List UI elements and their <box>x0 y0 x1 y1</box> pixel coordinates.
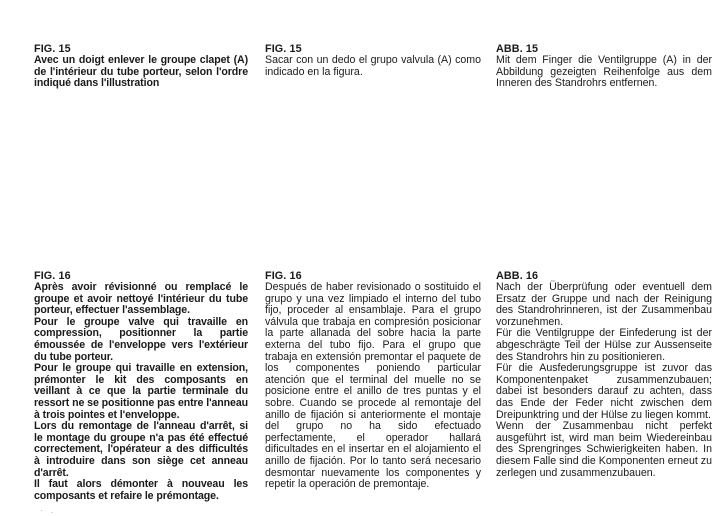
de-abb16-block <box>496 270 712 479</box>
de-abb15-heading: ABB. 15 <box>496 43 539 55</box>
de-abb16-paragraph-1: Nach der Überprüfung oder eventuell dem Ersatz der Gruppe und nach der Reinigung des Standrohrinneren, ist der Zusammenbau vorzunehmen. <box>496 281 712 328</box>
fr-fig16-paragraph-5: Il faut alors démonter à nouveau les composants et refaire le prémontage. <box>34 478 248 502</box>
fr-fig15-heading: FIG. 15 <box>34 43 71 55</box>
de-abb16-heading: ABB. 16 <box>496 270 539 282</box>
fr-fig16-paragraph-4: Lors du remontage de l'anneau d'arrêt, si le montage du groupe n'a pas été effectué correctement, l'opérateur a des difficultés à introduire dans son siège cet anneau d'arrêt. <box>34 420 248 479</box>
fr-fig16-paragraph-2: Pour le groupe valve qui travaille en compression, positionner la partie émoussée de l'enveloppe vers l'extérieur du tube porteur. <box>34 315 248 363</box>
es-fig16-text: Después de haber revisionado o sostituido el grupo y una vez limpiado el interno del tubo fijo, proceder al ensamblaje. Para el grupo válvula que trabaja en compresión posicionar la parte allanada del sobre hacia la parte externa del tubo fijo. Para el grupo que trabaja en extensión premontar el paquete de los componentes poniendo particular atención que el terminal del muelle no se posicione entre el anillo de tres puntas y el sobre. Cuando se procede al remontaje del anillo de fijación si anteriormente el montaje del grupo no ha sido efectuado perfectamente, el operador hallará dificultades en el insertar en el alojamiento el anillo de fijación. Por lo tanto será necesario desmontar nuevamente los componentes y repetir la operación de premontaje. <box>265 281 481 491</box>
de-abb15-block <box>496 43 712 90</box>
de-abb16-paragraph-2: Für die Ventilgruppe der Einfederung ist der abgeschrägte Teil der Hülse zur Aussenseite des Standrohrs hin zu positionieren. <box>496 327 712 363</box>
es-fig15-text: Sacar con un dedo el grupo valvula (A) como indicado en la figura. <box>265 54 481 78</box>
es-fig15-block <box>265 43 481 78</box>
fr-fig16-paragraph-3: Pour le groupe qui travaille en extension, prémonter le kit des composants en veillant à ce que la partie terminale du ressort ne se positionne pas entre l'anneau à trois pointes et l'enveloppe. <box>34 362 248 421</box>
scan-speck: · . <box>40 506 57 515</box>
de-abb16-paragraph-3: Für die Ausfederungsgruppe ist zuvor das Komponentenpaket zusammenzubauen; dabei ist besonders darauf zu achten, dass das Ende der Feder nicht zwischen dem Dreipunktring und der Hülse zu liegen kommt. <box>496 362 712 421</box>
fr-fig16-heading: FIG. 16 <box>34 270 71 282</box>
es-fig16-block <box>265 270 481 491</box>
fr-fig15-block <box>34 43 248 90</box>
es-fig16-heading: FIG. 16 <box>265 270 302 282</box>
fr-fig16-paragraph-1: Après avoir révisionné ou remplacé le groupe et avoir nettoyé l'intérieur du tube porteur, effectuer l'assemblage. <box>34 281 248 317</box>
es-fig15-heading: FIG. 15 <box>265 43 302 55</box>
fr-fig16-block <box>34 270 248 502</box>
de-abb15-text: Mit dem Finger die Ventilgruppe (A) in der Abbildung gezeigten Reihenfolge aus dem Inneren des Standrohrs entfernen. <box>496 54 712 90</box>
fr-fig15-text: Avec un doigt enlever le groupe clapet (A) de l'intérieur du tube porteur, selon l'ordre indiqué dans l'illustration <box>34 54 248 90</box>
de-abb16-paragraph-4: Wenn der Zusammenbau nicht perfekt ausgeführt ist, wird man beim Wiedereinbau des Sprengringes Schwierigkeiten haben. In diesem Falle sind die Komponenten erneut zu zerlegen und zusammenzubauen. <box>496 420 712 479</box>
